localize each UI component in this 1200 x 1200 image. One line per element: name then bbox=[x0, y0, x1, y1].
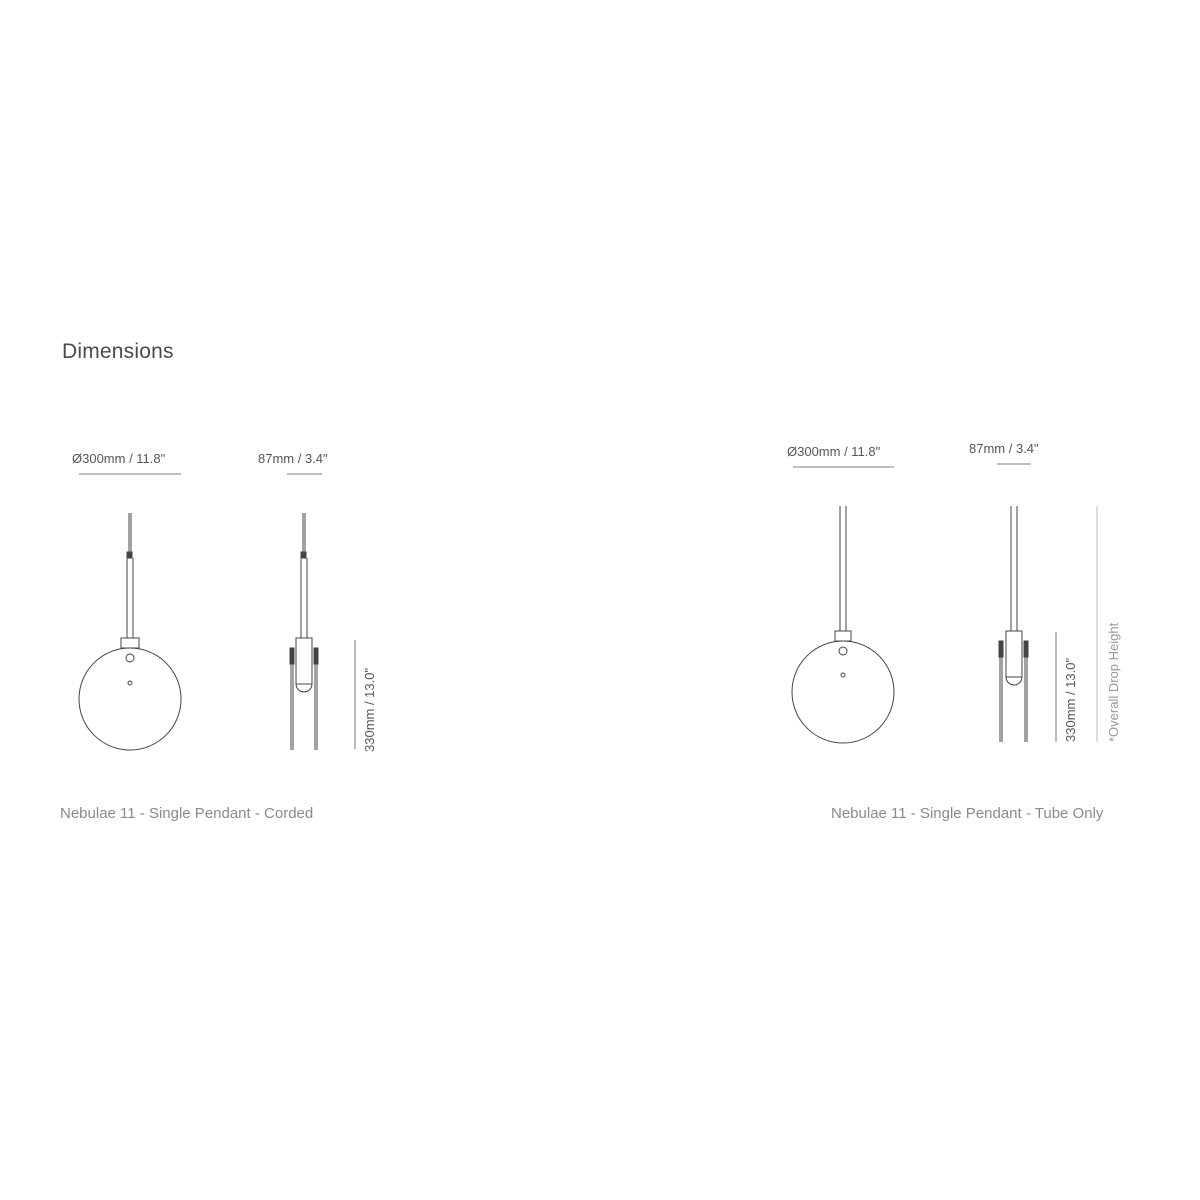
lamp-body bbox=[1006, 631, 1022, 677]
diameter-label-corded: Ø300mm / 11.8" bbox=[72, 451, 166, 466]
globe-screw bbox=[126, 654, 134, 662]
lamp-body bbox=[296, 638, 312, 684]
diameter-label-tube: Ø300mm / 11.8" bbox=[787, 444, 881, 459]
canopy-cap bbox=[835, 631, 851, 641]
page-title: Dimensions bbox=[62, 340, 174, 363]
globe-screw bbox=[841, 673, 845, 677]
bulb bbox=[296, 684, 312, 692]
caption-tube: Nebulae 11 - Single Pendant - Tube Only bbox=[831, 805, 1104, 822]
bulb bbox=[1006, 677, 1022, 685]
cord-grip bbox=[301, 552, 306, 558]
side-view-tube bbox=[997, 464, 1097, 742]
globe-screw bbox=[839, 647, 847, 655]
globe bbox=[792, 641, 894, 743]
side-view-corded bbox=[287, 474, 355, 750]
height-label-corded: 330mm / 13.0" bbox=[362, 667, 377, 752]
front-view-tube bbox=[792, 467, 894, 743]
caption-corded: Nebulae 11 - Single Pendant - Corded bbox=[60, 805, 314, 822]
depth-label-corded: 87mm / 3.4" bbox=[258, 451, 328, 466]
depth-label-tube: 87mm / 3.4" bbox=[969, 441, 1039, 456]
canopy-cap bbox=[121, 638, 139, 648]
front-view-corded bbox=[79, 474, 181, 750]
globe bbox=[79, 648, 181, 750]
globe-screw bbox=[128, 681, 132, 685]
height-label-tube: 330mm / 13.0" bbox=[1063, 657, 1078, 742]
drop-height-label: *Overall Drop Height bbox=[1106, 622, 1121, 742]
cord-grip bbox=[127, 552, 132, 558]
